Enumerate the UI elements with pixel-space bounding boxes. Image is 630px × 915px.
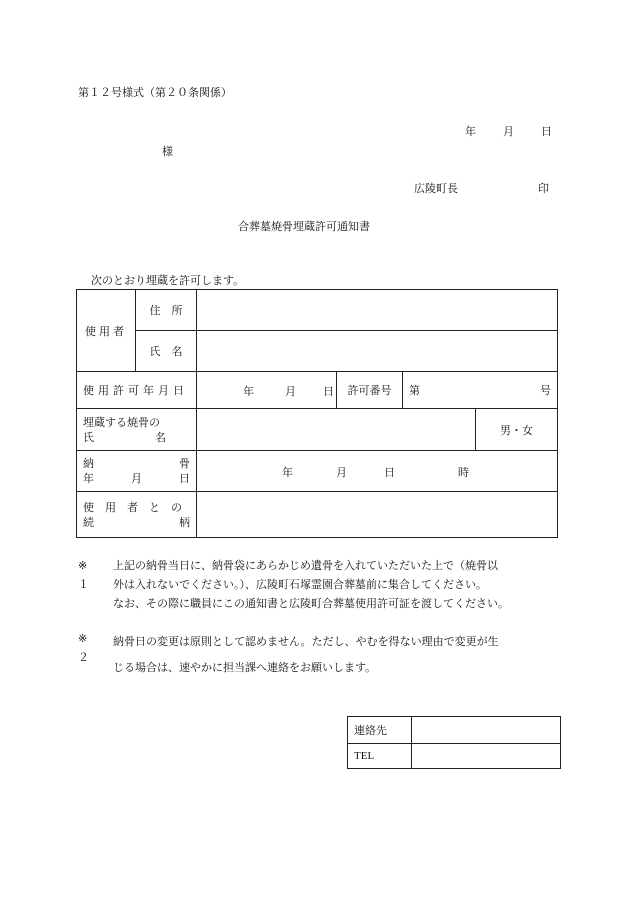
note-1-line-3: なお、その際に職員にこの通知書と広陵町合葬墓使用許可証を渡してください。 [113,597,509,610]
note-2-line-2: じる場合は、速やかに担当課へ連絡をお願いします。 [113,661,377,674]
contact-table [347,716,561,769]
interment-day: 日 [384,466,395,479]
date-year: 年 [465,125,476,138]
bones-name-value-cell [197,409,476,451]
addressee-suffix: 様 [162,145,173,158]
relation-label-2a: 続 [83,515,94,529]
permit-date-value [197,372,337,409]
relation-value-cell [197,492,558,538]
interment-month: 月 [336,466,347,479]
interment-hour: 時 [458,466,469,479]
permit-number-value [403,372,558,409]
permit-number-suffix: 号 [540,384,551,397]
permit-date-label: 使用許可年月日 [77,372,197,409]
interment-label-2c: 日 [179,472,190,485]
tel-value-cell [412,744,561,769]
date-month: 月 [503,125,514,138]
address-label: 住 所 [136,290,197,331]
date-day: 日 [541,125,552,138]
contact-value-cell [412,717,561,744]
bones-name-label-2b: 名 [155,430,166,444]
contact-label: 連絡先 [348,717,412,744]
note-1-line-2: 外は入れないでください。）、広陵町石塚霊園合葬墓前に集合してください。 [113,578,487,591]
permit-number-label: 許可番号 [337,372,403,409]
interment-label-2b: 月 [131,472,142,485]
interment-date-value [197,451,558,492]
permit-date-day: 日 [323,385,334,398]
interment-year: 年 [282,466,293,479]
document-title: 合葬墓焼骨埋蔵許可通知書 [238,220,370,233]
form-number: 第１２号様式（第２０条関係） [78,86,232,99]
note-1-mark: ※１ [78,559,89,591]
note-2-line-1: 納骨日の変更は原則として認めません。ただし、やむを得ない理由で変更が生 [113,635,499,648]
sex-options: 男・女 [476,409,558,451]
tel-label: TEL [348,744,412,769]
user-label: 使用者 [77,290,136,372]
permit-table [76,289,558,538]
bones-name-label [77,409,197,451]
permit-date-year: 年 [243,385,254,398]
bones-name-label-line1: 埋蔵する焼骨の [83,415,160,429]
interment-label-2a: 年 [83,472,94,485]
permit-number-prefix: 第 [409,384,420,397]
seal-mark: 印 [538,182,549,195]
issuer-title: 広陵町長 [414,182,458,195]
bones-name-label-2a: 氏 [83,430,94,444]
address-value-cell [197,290,558,331]
name-value-cell [197,331,558,372]
relation-label [77,492,197,538]
intro-text: 次のとおり埋蔵を許可します。 [91,274,245,287]
note-2-mark: ※２ [78,632,89,664]
interment-date-label [77,451,197,492]
name-label: 氏 名 [136,331,197,372]
permit-date-month: 月 [285,385,296,398]
interment-label-1b: 骨 [179,457,190,470]
relation-label-line1: 使 用 者 と の [83,500,182,514]
note-1-line-1: 上記の納骨当日に、納骨袋にあらかじめ遺骨を入れていただいた上で（焼骨以 [113,559,498,572]
interment-label-1a: 納 [83,457,94,470]
relation-label-2b: 柄 [179,515,190,529]
